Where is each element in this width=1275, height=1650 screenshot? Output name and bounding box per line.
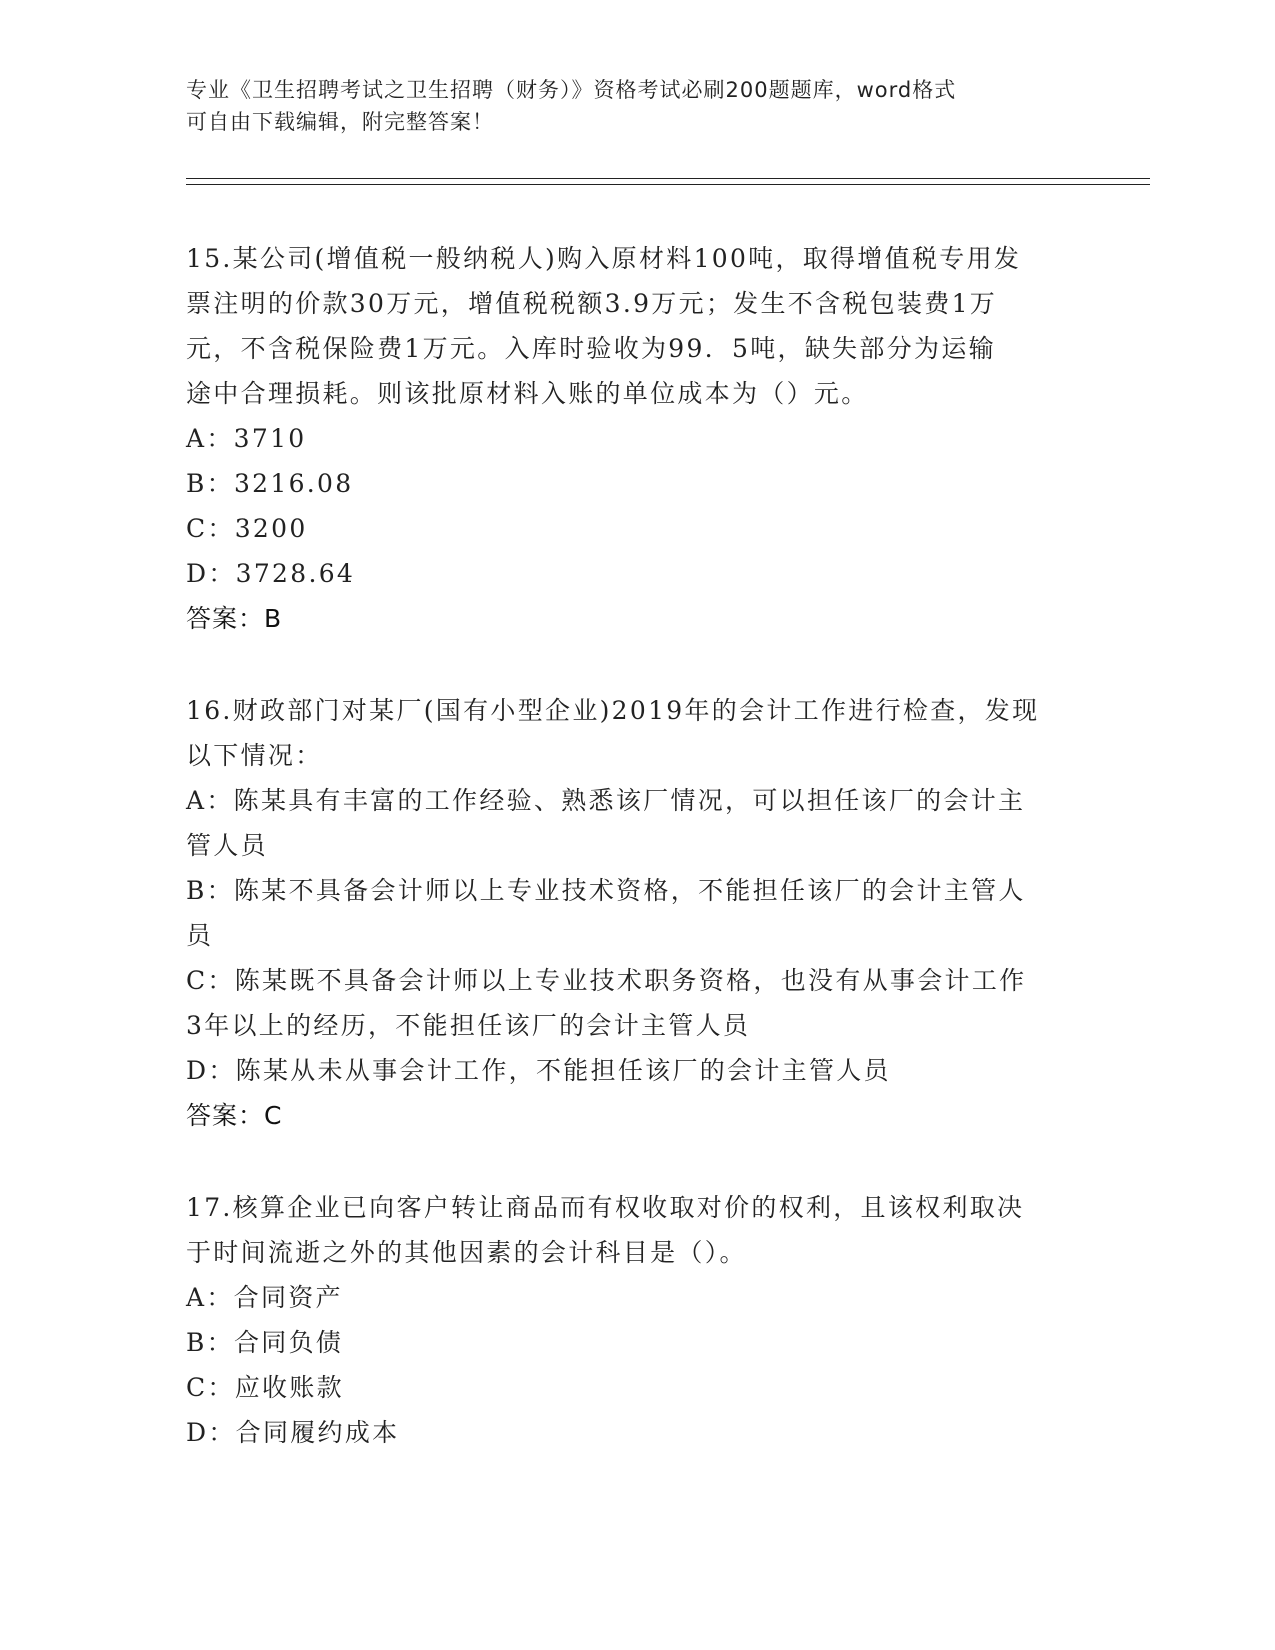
option-d: D：陈某从未从事会计工作，不能担任该厂的会计主管人员 — [186, 1056, 891, 1085]
answer-label: 答案：B — [186, 604, 283, 633]
option-a: A：陈某具有丰富的工作经验、熟悉该厂情况，可以担任该厂的会计主 — [186, 786, 1026, 815]
header-divider-top — [186, 178, 1150, 179]
question-stem-line: 途中合理损耗。则该批原材料入账的单位成本为（）元。 — [186, 379, 869, 408]
option-a: A：3710 — [186, 424, 307, 453]
question-stem-line: 15.某公司(增值税一般纳税人)购入原材料100吨，取得增值税专用发 — [186, 244, 1022, 273]
question-stem-line: 17.核算企业已向客户转让商品而有权收取对价的权利，且该权利取决 — [186, 1193, 1025, 1222]
header-divider-bottom — [186, 184, 1150, 185]
option-d: D：合同履约成本 — [186, 1418, 400, 1447]
question-stem-line: 于时间流逝之外的其他因素的会计科目是（）。 — [186, 1238, 747, 1267]
answer-label: 答案：C — [186, 1101, 283, 1130]
option-b: B：合同负债 — [186, 1328, 344, 1357]
option-b: B：3216.08 — [186, 469, 354, 498]
option-d: D：3728.64 — [186, 559, 356, 588]
option-b-continued: 员 — [186, 921, 214, 950]
option-c-continued: 3年以上的经历，不能担任该厂的会计主管人员 — [186, 1011, 751, 1040]
question-stem-line: 以下情况： — [186, 741, 323, 770]
header-line-1: 专业《卫生招聘考试之卫生招聘（财务）》资格考试必刷200题题库，word格式 — [186, 78, 957, 102]
option-a: A：合同资产 — [186, 1283, 343, 1312]
question-stem-line: 票注明的价款30万元，增值税税额3.9万元；发生不含税包装费1万 — [186, 289, 998, 318]
option-c: C：应收账款 — [186, 1373, 344, 1402]
header-line-2: 可自由下载编辑，附完整答案！ — [186, 110, 494, 134]
option-c: C：陈某既不具备会计师以上专业技术职务资格，也没有从事会计工作 — [186, 966, 1027, 995]
option-b: B：陈某不具备会计师以上专业技术资格，不能担任该厂的会计主管人 — [186, 876, 1026, 905]
document-header — [186, 74, 1066, 138]
option-a-continued: 管人员 — [186, 831, 268, 860]
question-15 — [186, 236, 1086, 641]
question-stem-line: 16.财政部门对某厂(国有小型企业)2019年的会计工作进行检查，发现 — [186, 696, 1040, 725]
option-c: C：3200 — [186, 514, 308, 543]
question-list — [186, 236, 1086, 1502]
question-stem-line: 元，不含税保险费1万元。入库时验收为99．5吨，缺失部分为运输 — [186, 334, 996, 363]
question-16 — [186, 688, 1086, 1138]
question-17 — [186, 1185, 1086, 1455]
